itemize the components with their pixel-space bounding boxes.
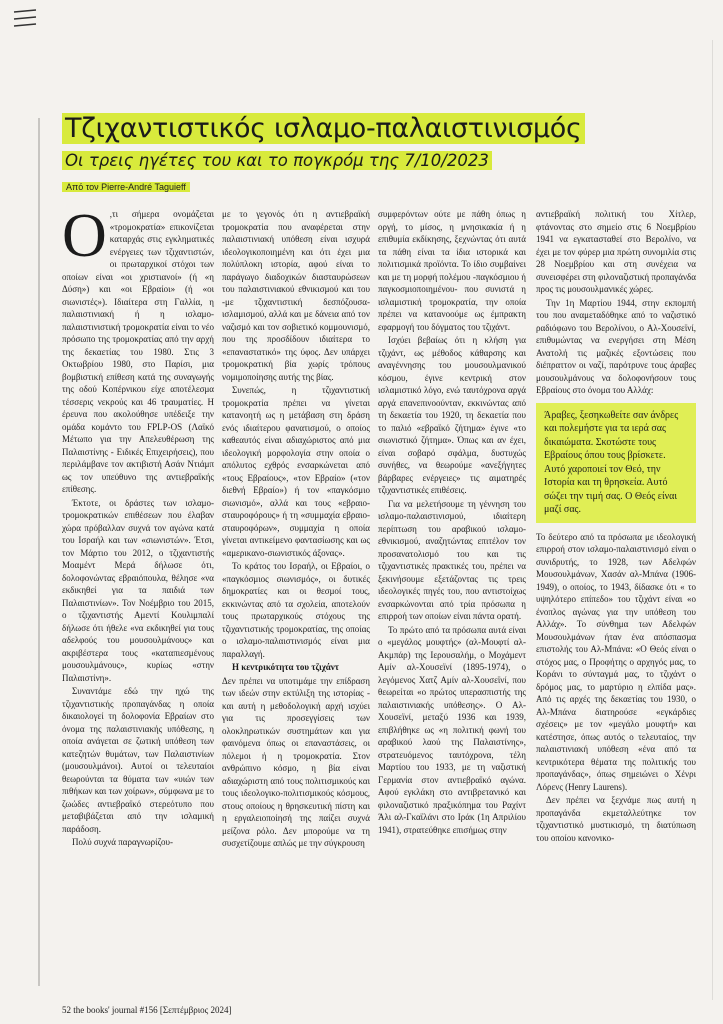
pull-quote-text: Άραβες, ξεσηκωθείτε σαν άνδρες και πολεμήστε για τα ιερά σας δικαιώματα. Σκοτώστε τους Εβραίους όπου τους βρίσκετε. Αυτό χαροποιεί τον Θεό, την Ιστορία και τη θρησκεία. Αυτό σώζει την τιμή σας. Ο Θεός είναι μαζί σας. xyxy=(544,409,679,515)
paragraph: αντιεβραϊκή πολιτική του Χίτλερ, φτάνοντας στο σημείο στις 6 Νοεμβρίου 1941 να εγκατασταθεί στο Βερολίνο, να έχει με τον φύρερ μια πρώτη συνομιλία στις 28 Νοεμβρίου και στη συνέχεια να συνεισφέρει στη φιλοναζιστική προπαγάνδα προς τις μουσουλμανικές χώρες. xyxy=(536,209,696,294)
article-byline: Από τον Pierre-André Taguieff xyxy=(62,178,190,196)
drop-cap: Ο xyxy=(62,208,107,270)
paragraph: συμφερόντων ούτε με πάθη όπως η οργή, το μίσος, η μνησικακία ή η επιθυμία εκδίκησης, ξεχνώντας ότι αυτά τα πάθη είναι τα ίδια ιστορικά και πολιτισμικά προϊόντα. Το ίδιο συμβαίνει και με τη μορφή πολέμου -παγκόσμιου ή παγκοσμιοποιημένου- που συνιστά η ισλαμιστική τρομοκρατία, την οποία πρέπει να κατανοούμε ως έμπρακτη εφαρμογή του δόγματος του τζιχάντ. xyxy=(378,209,526,332)
text-column-1 xyxy=(62,208,214,898)
paragraph: Για να μελετήσουμε τη γέννηση του ισλαμο-παλαιστινισμού, ιδιαίτερη περίπτωση του αραβικού ισλαμο-εθνικισμού, αναζητώντας επιτέλον τον προσανατολισμό του και τις τζιχαντιστικές πρακτικές του, πρέπει να ξεκινήσουμε εξετάζοντας τις τρεις ιδεολογικές πηγές του, που αντιστοίχως ενσαρκώνονται από τρία πρόσωπα η επιρροή των οποίων είναι πάντα ορατή. xyxy=(378,498,526,621)
page-footer: 52 the books' journal #156 [Σεπτέμβριος 2024] xyxy=(62,1005,232,1015)
paragraph: Το δεύτερο από τα πρόσωπα με ιδεολογική επιρροή στον ισλαμο-παλαιστινισμό είναι ο συνιδρυτής, το 1928, των Αδελφών Μουσουλμάνων, Χασάν αλ-Μπάνα (1906-1949), ο οποίος, το 1943, δίδασκε ότι « το υψηλότερο επίπεδο» του τζιχάντ είναι «ο ένοπλος αγώνας για την υπόθεση του Αλλάχ». Το σύνθημα των Αδελφών Μουσουλμάνων ήταν ένα απόσπασμα επιστολής του Αλ-Μπάνα: «Ο Θεός είναι ο στόχος μας, ο Προφήτης ο αρχηγός μας, το Κοράνι το σύνταγμά μας, το τζιχάντ ο δρόμος μας, το μαρτύριο η ελπίδα μας». Από τις αρχές της δεκαετίας του 1930, ο Αλ-Μπάνα διατηρούσε «εγκάρδιες σχέσεις» με τον «μεγάλο μουφτή» και κατέστησε, όπως αυτός ο τελευταίος, την παλαιστινιακή υπόθεση «ένα από τα κεντρικότερα θέματα της πολιτικής του προπαγάνδας», όπως σημειώνει ο Χένρι Λόρενς (Henry Laurens). xyxy=(536,531,696,792)
paragraph: με το γεγονός ότι η αντιεβραϊκή τρομοκρατία που αναφέρεται στην παλαιστινιακή υπόθεση είναι ισχυρά ιδεολογικοποιημένη και ότι έχει μια πολύπλοκη ιστορία, αφού είναι το παράγωγο διαδοχικών διασταυρώσεων του παλαιστινιακού εθνικισμού και του -με τζιχαντιστική δεσπόζουσα- ισλαμισμού, αλλά και με δάνεια από τον ναζισμό και τον σοβιετικό κομμουνισμό, που της προσδίδουν ιδιαίτερα το «επαναστατικό» της ύφος. Δεν υπάρχει τρομοκρατική βία χωρίς τρόπους νομιμοποίησης αυτής της βίας. xyxy=(222,209,370,382)
article-subtitle: Οι τρεις ηγέτες του και το πογκρόμ της 7/10/2023 xyxy=(62,150,522,172)
paragraph: Δεν πρέπει να υποτιμάμε την επίδραση των ιδεών στην εκτύλιξη της ιστορίας - και αυτή η μεθοδολογική αρχή ισχύει για τις προσεγγίσεις των ολοκληρωτικών συστημάτων και για φαινόμενα όπως οι επαναστάσεις, οι πόλεμοι ή η τρομοκρατία. Στον ανθρώπινο κόσμο, η βία είναι αδιαχώριστη από τους πολιτισμικούς και τους ιδεολογικο-πολιτισμικούς κόσμους, στους οποίους η θρησκευτική πίστη και η εργαλειοποίησή της παίζει συχνά μείζονα ρόλο. Δεν μπορούμε να τη συσχετίζουμε απλώς με την σύγκρουση xyxy=(222,675,370,848)
staple-mark-icon xyxy=(12,6,38,40)
paragraph: Συνεπώς, η τζιχαντιστική τρομοκρατία πρέπει να γίνεται κατανοητή ως η μετάβαση στη δράση ενός ιδιαίτερου φανατισμού, ο οποίος καθεαυτός είναι αδιαχώριστος από μια ιδεολογική μορφολογία στην οποία ο απόλυτος εχθρός ενσαρκώνεται από «τους Εβραίους», «τον Εβραίο» («τον διεθνή Εβραίο») ή τον «παγκόσμιο σιωνισμό», αλλά και τους «εβραιο-σταυροφόρους» ή τη «συμμαχία εβραιο-σταυροφόρων», συμμαχία η οποία γίνεται αντικείμενο φαντασίωσης και ως «αμερικανο-σιωνιστικός άξονας». xyxy=(222,385,370,558)
paragraph: Πολύ συχνά παραγνωρίζου- xyxy=(72,837,173,847)
paragraph: Το πρώτο από τα πρόσωπα αυτά είναι ο «μεγάλος μουφτής» (αλ-Μουφτί αλ-Ακμπάρ) της Ιερουσαλήμ, ο Μοχάμεντ Αμίν αλ-Χουσεϊνί (1895-1974), ο λεγόμενος Χατζ Αμίν αλ-Χουσεϊνί, που θεωρείται «ο πρώτος υπερασπιστής της παλαιστινιακής υπόθεσης». Ο Αλ-Χουσεϊνί, μεταξύ 1936 και 1939, επιβλήθηκε ως «η πολιτική φωνή του αραβικού λαού της Παλαιστίνης», στρατευόμενος ταυτόχρονα, τέλη Μαρτίου του 1933, με τη ναζιστική Γερμανία στον αντιεβραϊκό αγώνα. Αφού εγκλάκη στο αντιβρετανικό και φιλοναζιστικό πραξικόπημα του Ραχίντ Άλι αλ-Γκαϊλάνι στο Ιράκ (1η Απριλίου 1941), στρατεύθηκε επισήμως στην xyxy=(378,624,526,835)
text-column-4 xyxy=(536,208,696,898)
paragraph: Έκτοτε, οι δράστες των ισλαμο-τρομοκρατικών επιθέσεων που έλαβαν χώρα πρόβαλλαν συχνά τον αγώνα κατά του Ισραήλ και των «σιωνιστών». Έτσι, τον Μάρτιο του 2012, ο τζιχαντιστής Μοαμέντ Μερά δήλωσε ότι, δολοφονώντας εβραιόπουλα, θέλησε «να εκδικηθεί για τα παιδιά των Παλαιστινίων». Τον Νοέμβριο του 2015, ο τζιχαντιστής Αμεντί Κουλιμπαλί δήλωσε ότι ήθελε «να εκδικηθεί για τους αδελφούς του μουσουλμάνους» και ακριβέστερα τους «καταπιεσμένους μουσουλμάνους», κυρίως «στην Παλαιστίνη». xyxy=(62,497,214,683)
text-column-2 xyxy=(222,208,370,898)
paragraph: Ισχύει βεβαίως ότι η κλήση για τζιχάντ, ως μέθοδος κάθαρσης και αναγέννησης του μουσουλμανικού κόσμου, έγινε κεντρική στον ισλαμιστικό λόγο, ενώ ταυτόχρονα αργά αργά επανεπινοούνταν, εκκινώντας από τη δεκαετία του 1920, τη δεκαετία που το παλιό «εβραϊκό ζήτημα» έγινε «το σιωνιστικό ζήτημα». Όπως και αν έχει, είναι σοβαρό σφάλμα, δυστυχώς συνήθες, να θεωρούμε «ανεξήγητες βάρβαρες ενέργειες» τις αιματηρές τζιχαντιστικές επιθέσεις. xyxy=(378,335,526,495)
left-margin-rule xyxy=(38,118,40,986)
paragraph: Το κράτος του Ισραήλ, οι Εβραίοι, ο «παγκόσμιος σιωνισμός», οι δυτικές δημοκρατίες και οι θεσμοί τους, εκκινώντας από τα σχολεία, αποτελούν τους πρωταρχικούς στόχους της τζιχαντιστικής τρομοκρατίας, της οποίας ο ισλαμο-παλαιστινισμός είναι μια παραλλαγή. xyxy=(222,561,370,659)
section-subheading: Η κεντρικότητα του τζιχάντ xyxy=(232,662,339,672)
paragraph: Συναντάμε εδώ την ηχώ της τζιχαντιστικής προπαγάνδας η οποία δικαιολογεί τη δολοφονία Εβραίων στο όνομα της παλαιστινιακής υπόθεσης, η οποία ανάγεται σε ζωτική υπόθεση των κατεζητών θυμάτων, των Παλαιστινίων (μουσουλμάνοι). Αυτοί οι τελευταίοι θεωρούνται τα θύματα των «υιών των πιθήκων και των χοίρων», σύμφωνα με το ζωώδες αντιεβραϊκό στερεότυπο που μεταβιβάζεται από την ισλαμική παράδοση. xyxy=(62,686,214,834)
paragraph: Δεν πρέπει να ξεχνάμε πως αυτή η προπαγάνδα εκμεταλλεύτηκε τον τζιχαντιστικό μυστικισμό, τη διατύπωση του οποίου κανονικο- xyxy=(536,795,696,843)
article-title: Τζιχαντιστικός ισλαμο-παλαιστινισμός xyxy=(62,110,532,148)
paragraph: Ο ,τι σήμερα ονομάζεται «τρομοκρατία» επικονίζεται καταρχάς στις εγκληματικές ενέργειες των τζιχαντιστών, οι πρωταρχικοί στόχοι των οποίων είναι «οι χριστιανοί» (ή «η Δύση») και «οι Εβραίοι» (ή «οι σιωνιστές»). Ιδιαίτερα στη Γαλλία, η παλαιστινιακή ή η ισλαμο-παλαιστινιστική τρομοκρατία είναι το νέο πρόσωπο της τρομοκρατίας από την αρχή της δεκαετίας του 1980. Στις 3 Οκτωβρίου 1980, στο Παρίσι, μια βομβιστική επίθεση κατά της συναγωγής της οδού Κοπέρνικου είχε αποτέλεσμα τέσσερις νεκρούς και 46 τραυματίες. Η έρευνα που ακολούθησε υπέδειξε την ομάδα κομάντο του FPLP-OS (Λαϊκό Μέτωπο για την Απελευθέρωση της Παλαιστίνης - Ειδικές Επιχειρήσεις), που περιλάμβανε τον ακτιβιστή Ασάν Ντιάμπ ως τον υπεύθυνο της αντιεβραϊκής επίθεσης. xyxy=(62,208,214,494)
paragraph: Την 1η Μαρτίου 1944, στην εκπομπή του που αναμεταδόθηκε από το ναζιστικό ραδιόφωνο του Βερολίνου, ο Αλ-Χουσεϊνί, επιθυμώντας να ενεργήσει στη Μέση Ανατολή τις μαζικές εξοντώσεις που διέπραττον οι ναζί, παρότρυνε τους άραβες μουσουλμάνους να δολοφονήσουν τους Εβραίους στο όνομα του Αλλάχ: xyxy=(536,297,696,395)
text-column-3 xyxy=(378,208,526,898)
pull-quote xyxy=(536,403,696,523)
right-margin-rule xyxy=(712,40,713,1000)
